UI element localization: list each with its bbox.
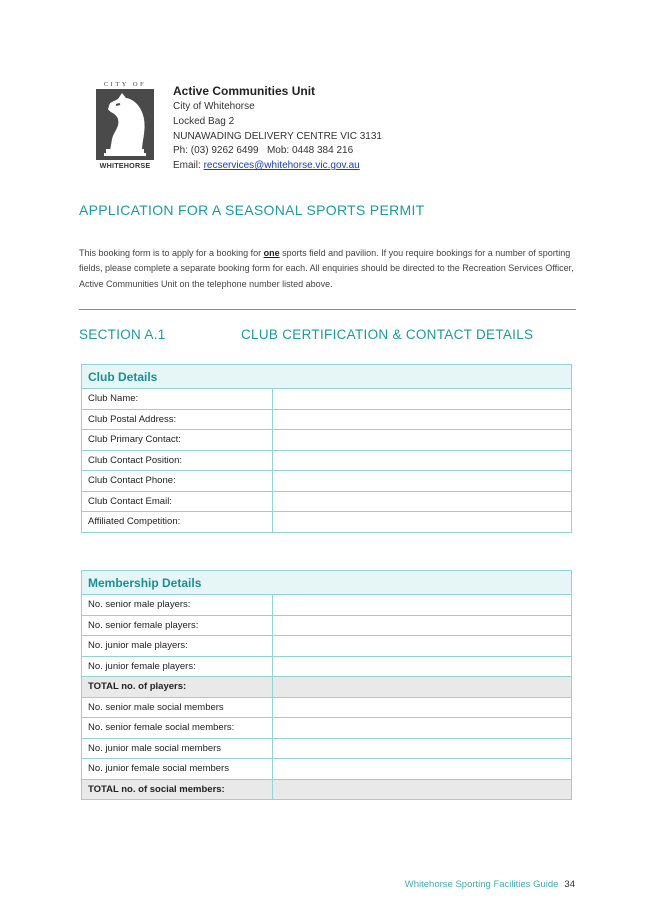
table-row — [82, 697, 572, 718]
section-title: CLUB CERTIFICATION & CONTACT DETAILS — [241, 327, 534, 342]
email-link[interactable]: recservices@whitehorse.vic.gov.au — [203, 160, 360, 172]
club-contact-phone-input[interactable] — [273, 471, 572, 492]
unit-name: Active Communities Unit — [173, 84, 316, 98]
total-players-input[interactable] — [273, 677, 572, 698]
field-label: Affiliated Competition: — [82, 512, 273, 533]
club-name-input[interactable] — [273, 389, 572, 410]
field-label: TOTAL no. of social members: — [82, 779, 273, 800]
intro-after: sports field and pavilion. If you require bookings for a number of sporting fields, please complete a separate booking form for each. All enquiries should be directed to the Recreation Services Officer, Active Communities Unit on the telephone number listed above. — [79, 248, 574, 289]
junior-female-players-input[interactable] — [273, 656, 572, 677]
senior-female-social-input[interactable] — [273, 718, 572, 739]
intro-emphasis: one — [263, 248, 280, 258]
field-label: Club Contact Email: — [82, 491, 273, 512]
club-primary-contact-input[interactable] — [273, 430, 572, 451]
city-logo — [96, 80, 154, 176]
field-label: No. junior female social members — [82, 759, 273, 780]
field-label: No. senior male social members — [82, 697, 273, 718]
club-details-table — [81, 364, 572, 533]
table-row — [82, 491, 572, 512]
senior-female-players-input[interactable] — [273, 615, 572, 636]
club-contact-position-input[interactable] — [273, 450, 572, 471]
delivery-line: NUNAWADING DELIVERY CENTRE VIC 3131 — [173, 130, 382, 142]
section-label: SECTION A.1 — [79, 327, 166, 342]
logo-top-text: CITY OF — [103, 81, 147, 88]
knight-icon — [96, 89, 154, 160]
contact-block — [173, 84, 382, 174]
table-row — [82, 656, 572, 677]
city-line: City of Whitehorse — [173, 101, 255, 112]
logo-bottom-text: WHITEHORSE — [99, 161, 151, 170]
table-row — [82, 636, 572, 657]
table-row — [82, 409, 572, 430]
field-label: Club Postal Address: — [82, 409, 273, 430]
junior-female-social-input[interactable] — [273, 759, 572, 780]
field-label: No. junior male social members — [82, 738, 273, 759]
field-label: Club Contact Phone: — [82, 471, 273, 492]
field-label: No. junior female players: — [82, 656, 273, 677]
club-details-heading: Club Details — [82, 365, 572, 389]
email-label: Email: — [173, 160, 204, 172]
footer-text: Whitehorse Sporting Facilities Guide — [404, 879, 559, 890]
table-row — [82, 615, 572, 636]
junior-male-social-input[interactable] — [273, 738, 572, 759]
table-row — [82, 759, 572, 780]
divider — [79, 309, 576, 310]
junior-male-players-input[interactable] — [273, 636, 572, 657]
table-row — [82, 779, 572, 800]
table-row — [82, 450, 572, 471]
table-row — [82, 389, 572, 410]
field-label: No. senior female social members: — [82, 718, 273, 739]
table-row — [82, 430, 572, 451]
field-label: TOTAL no. of players: — [82, 677, 273, 698]
field-label: Club Name: — [82, 389, 273, 410]
senior-male-social-input[interactable] — [273, 697, 572, 718]
bag-line: Locked Bag 2 — [173, 115, 235, 127]
senior-male-players-input[interactable] — [273, 595, 572, 616]
table-row — [82, 595, 572, 616]
field-label: No. senior male players: — [82, 595, 273, 616]
club-contact-email-input[interactable] — [273, 491, 572, 512]
page-title: APPLICATION FOR A SEASONAL SPORTS PERMIT — [79, 202, 425, 218]
page-number: 34 — [564, 879, 575, 890]
phone-line: Ph: (03) 9262 6499 Mob: 0448 384 216 — [173, 145, 354, 157]
table-row — [82, 738, 572, 759]
table-row — [82, 718, 572, 739]
table-row — [82, 677, 572, 698]
field-label: Club Primary Contact: — [82, 430, 273, 451]
field-label: No. junior male players: — [82, 636, 273, 657]
affiliated-competition-input[interactable] — [273, 512, 572, 533]
table-row — [82, 512, 572, 533]
membership-details-heading: Membership Details — [82, 571, 572, 595]
page-footer — [405, 879, 575, 890]
field-label: No. senior female players: — [82, 615, 273, 636]
email-line — [173, 159, 382, 174]
membership-details-table — [81, 570, 572, 800]
intro-before: This booking form is to apply for a booking for — [79, 248, 264, 258]
total-social-input[interactable] — [273, 779, 572, 800]
table-row — [82, 471, 572, 492]
club-postal-address-input[interactable] — [273, 409, 572, 430]
field-label: Club Contact Position: — [82, 450, 273, 471]
intro-paragraph — [79, 246, 579, 292]
